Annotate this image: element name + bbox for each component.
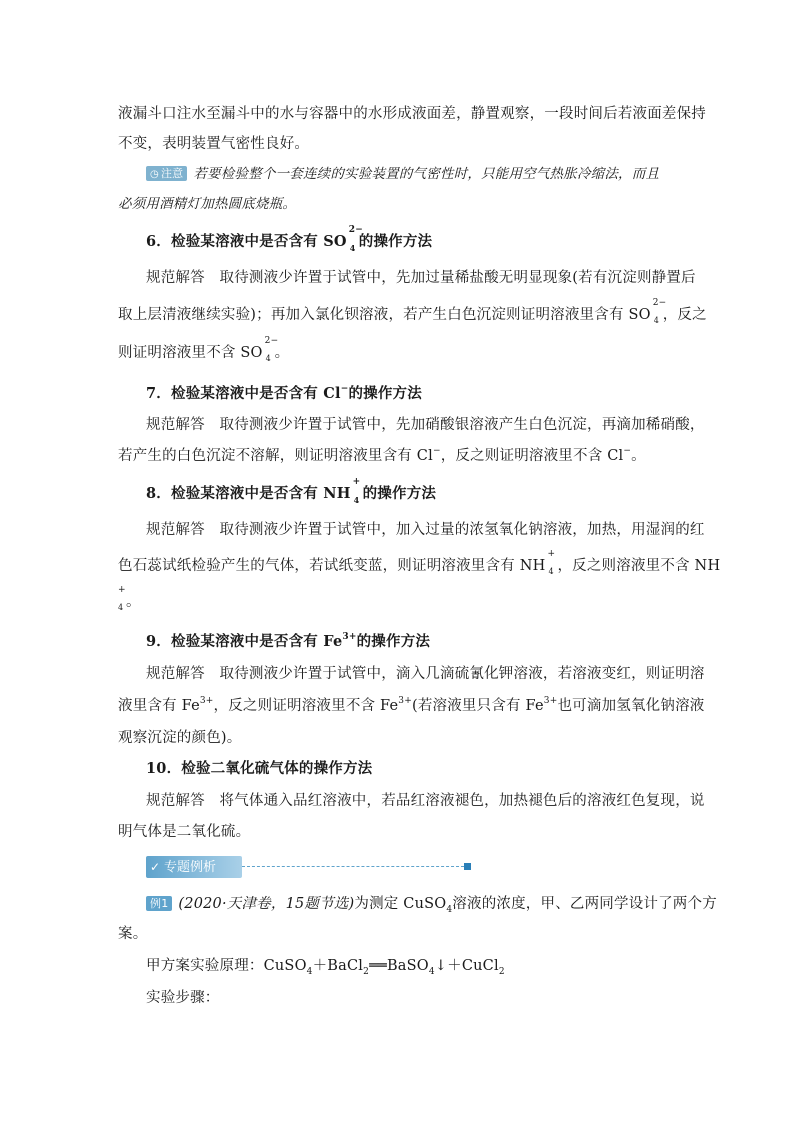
charge-sup: 3+ [543,696,558,706]
paragraph-line: 液漏斗口注水至漏斗中的水与容器中的水形成液面差，静置观察，一段时间后若液面差保持 [118,106,706,122]
text: 甲方案实验原理：CuSO [146,958,307,974]
text: ══BaSO [369,958,429,974]
charge-sup: 2− [348,225,363,235]
paragraph-line: 案。 [118,926,148,942]
charge-sub: 4 [118,603,124,612]
charge-sup: 2− [264,336,279,346]
paragraph-line: 规范解答 取待测液少许置于试管中，先加硝酸银溶液产生白色沉淀，再滴加稀硝酸， [146,417,705,433]
text: 溶液的浓度，甲、乙两同学设计了两个方 [452,896,717,912]
text: 也可滴加氢氧化钠溶液 [557,698,705,714]
ion-charge [263,336,279,363]
paragraph-line: 规范解答 取待测液少许置于试管中，滴入几滴硫氰化钾溶液，若溶液变红，则证明溶 [146,666,705,682]
charge-sub: 4 [548,567,554,576]
paragraph-line: 不变，表明装置气密性良好。 [118,136,310,152]
heading-text: 的操作方法 [348,385,422,402]
paragraph-line: 明气体是二氧化硫。 [118,824,251,840]
text: 色石蕊试纸检验产生的气体，若试纸变蓝，则证明溶液里含有 NH [118,558,546,574]
heading-text: 的操作方法 [358,233,433,250]
section-chip [146,856,242,878]
note-badge [146,166,187,181]
section-heading-9 [146,632,430,654]
note-text: 若要检验整个一套连续的实验装置的气密性时，只能用空气热胀冷缩法，而且 [193,166,660,182]
ion-charge [118,585,126,612]
section-heading-7 [146,384,422,406]
ion-charge [351,477,363,505]
subscript: 4 [306,967,313,977]
example-source: (2020·天津卷，15题节选) [178,896,355,912]
equation-line [146,956,505,978]
section-heading-8 [146,477,437,505]
paragraph-line [118,585,141,612]
charge-sup: 3+ [342,632,357,642]
text: 。 [274,345,290,361]
charge-sup: + [352,477,361,487]
text: 。 [631,448,646,464]
charge-sup: + [118,585,126,595]
text: ，反之则溶液里不含 NH [557,558,721,574]
text: 则证明溶液里不含 SO [118,345,263,361]
charge-sup: − [432,446,441,456]
charge-sub: 4 [653,316,659,325]
paragraph-line: 规范解答 取待测液少许置于试管中，加入过量的浓氢氧化钠溶液，加热，用湿润的红 [146,522,705,538]
paragraph-line: 规范解答 取待测液少许置于试管中，先加过量稀盐酸无明显现象(若有沉淀则静置后 [146,270,696,286]
text: 若产生的白色沉淀不溶解，则证明溶液里含有 Cl [118,448,433,464]
text: 液里含有 Fe [118,698,200,714]
text: ，反之 [662,307,707,323]
text: 取上层清液继续实验)；再加入氯化钡溶液，若产生白色沉淀则证明溶液里含有 SO [118,307,651,323]
checkmark-icon: ✓ [149,860,161,874]
paragraph-line [118,549,721,576]
paragraph-line: 观察沉淀的颜色)。 [118,730,242,746]
text: ↓＋CuCl [434,958,499,974]
heading-text: 6．检验某溶液中是否含有 SO [146,233,347,250]
paragraph-line [118,446,646,468]
text: ，反之则证明溶液里不含 Cl [440,448,624,464]
note-badge-label: 注意 [160,167,184,180]
subscript: 4 [428,967,435,977]
charge-sup: 3+ [199,696,214,706]
charge-sup: 2− [652,298,667,308]
section-heading-10: 10．检验二氧化硫气体的操作方法 [146,760,373,777]
heading-text: 7．检验某溶液中是否含有 Cl [146,385,341,402]
note-line: 必须用酒精灯加热圆底烧瓶。 [118,196,297,212]
charge-sup: − [340,384,349,394]
paragraph-line [118,298,707,325]
heading-text: 9．检验某溶液中是否含有 Fe [146,633,343,650]
text: ＋BaCl [312,958,364,974]
charge-sub: 4 [349,243,356,253]
ion-charge [651,298,667,325]
subscript: 2 [363,967,370,977]
heading-text: 8．检验某溶液中是否含有 NH [146,485,351,502]
text: (若溶液里只含有 Fe [411,698,544,714]
charge-sup: + [547,549,556,559]
paragraph-line: 实验步骤： [146,990,220,1006]
text: ，反之则证明溶液里不含 Fe [213,698,399,714]
heading-text: 的操作方法 [356,633,431,650]
paragraph-line [118,336,290,363]
dashed-divider [242,866,464,867]
square-marker [464,863,471,870]
section-title: 专题例析 [164,860,217,875]
text: 。 [126,594,141,610]
subscript: 4 [446,905,453,915]
section-banner [146,856,472,878]
clock-icon: ◷ [150,169,159,180]
heading-text: 的操作方法 [362,485,437,502]
subscript: 2 [498,967,505,977]
charge-sup: − [623,446,632,456]
charge-sub: 4 [353,495,360,505]
charge-sup: 3+ [398,696,412,706]
ion-charge [347,225,363,253]
text: 为测定 CuSO [354,896,447,912]
example-badge: 例1 [146,896,172,911]
paragraph-line: 规范解答 将气体通入品红溶液中，若品红溶液褪色，加热褪色后的溶液红色复现，说 [146,793,705,809]
paragraph-line [118,696,704,718]
charge-sub: 4 [265,354,271,363]
section-heading-6 [146,225,433,253]
note-line [146,164,659,184]
example-line [146,894,717,916]
ion-charge [545,549,557,576]
